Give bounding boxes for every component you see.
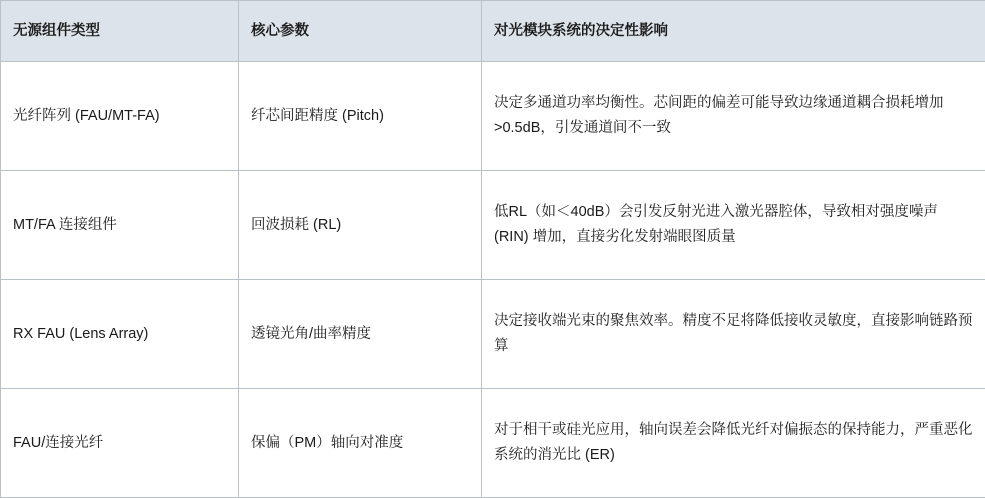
table-header-row [1,1,985,62]
cell-impact [482,171,985,280]
column-header-core-parameter-label: 核心参数 [251,19,469,44]
cell-core-parameter [239,280,482,389]
column-header-component-type [1,1,239,62]
column-header-impact [482,1,985,62]
cell-impact [482,280,985,389]
cell-component-type-text: FAU/连接光纤 [13,431,226,456]
cell-component-type [1,171,239,280]
cell-core-parameter-text: 纤芯间距精度 (Pitch) [251,104,469,129]
cell-impact-text: 低RL（如＜40dB）会引发反射光进入激光器腔体，导致相对强度噪声 (RIN) 增加，直接劣化发射端眼图质量 [494,200,973,249]
table-row [1,389,985,498]
cell-impact-text: 决定接收端光束的聚焦效率。精度不足将降低接收灵敏度，直接影响链路预算 [494,309,973,358]
table-row [1,62,985,171]
cell-core-parameter [239,389,482,498]
cell-core-parameter-text: 回波损耗 (RL) [251,213,469,238]
cell-impact [482,62,985,171]
table-header [1,1,985,62]
cell-core-parameter [239,62,482,171]
cell-component-type-text: MT/FA 连接组件 [13,213,226,238]
cell-core-parameter-text: 透镜光角/曲率精度 [251,322,469,347]
cell-impact-text: 对于相干或硅光应用，轴向误差会降低光纤对偏振态的保持能力，严重恶化系统的消光比 (ER) [494,418,973,467]
cell-component-type-text: RX FAU (Lens Array) [13,322,226,347]
cell-component-type [1,280,239,389]
table-body [1,62,985,498]
column-header-impact-label: 对光模块系统的决定性影响 [494,19,973,44]
table-row [1,171,985,280]
column-header-component-type-label: 无源组件类型 [13,19,226,44]
cell-component-type [1,389,239,498]
cell-impact-text: 决定多通道功率均衡性。芯间距的偏差可能导致边缘通道耦合损耗增加>0.5dB，引发通道间不一致 [494,91,973,140]
cell-core-parameter [239,171,482,280]
column-header-core-parameter [239,1,482,62]
cell-impact [482,389,985,498]
cell-core-parameter-text: 保偏（PM）轴向对准度 [251,431,469,456]
cell-component-type-text: 光纤阵列 (FAU/MT-FA) [13,104,226,129]
cell-component-type [1,62,239,171]
table-row [1,280,985,389]
